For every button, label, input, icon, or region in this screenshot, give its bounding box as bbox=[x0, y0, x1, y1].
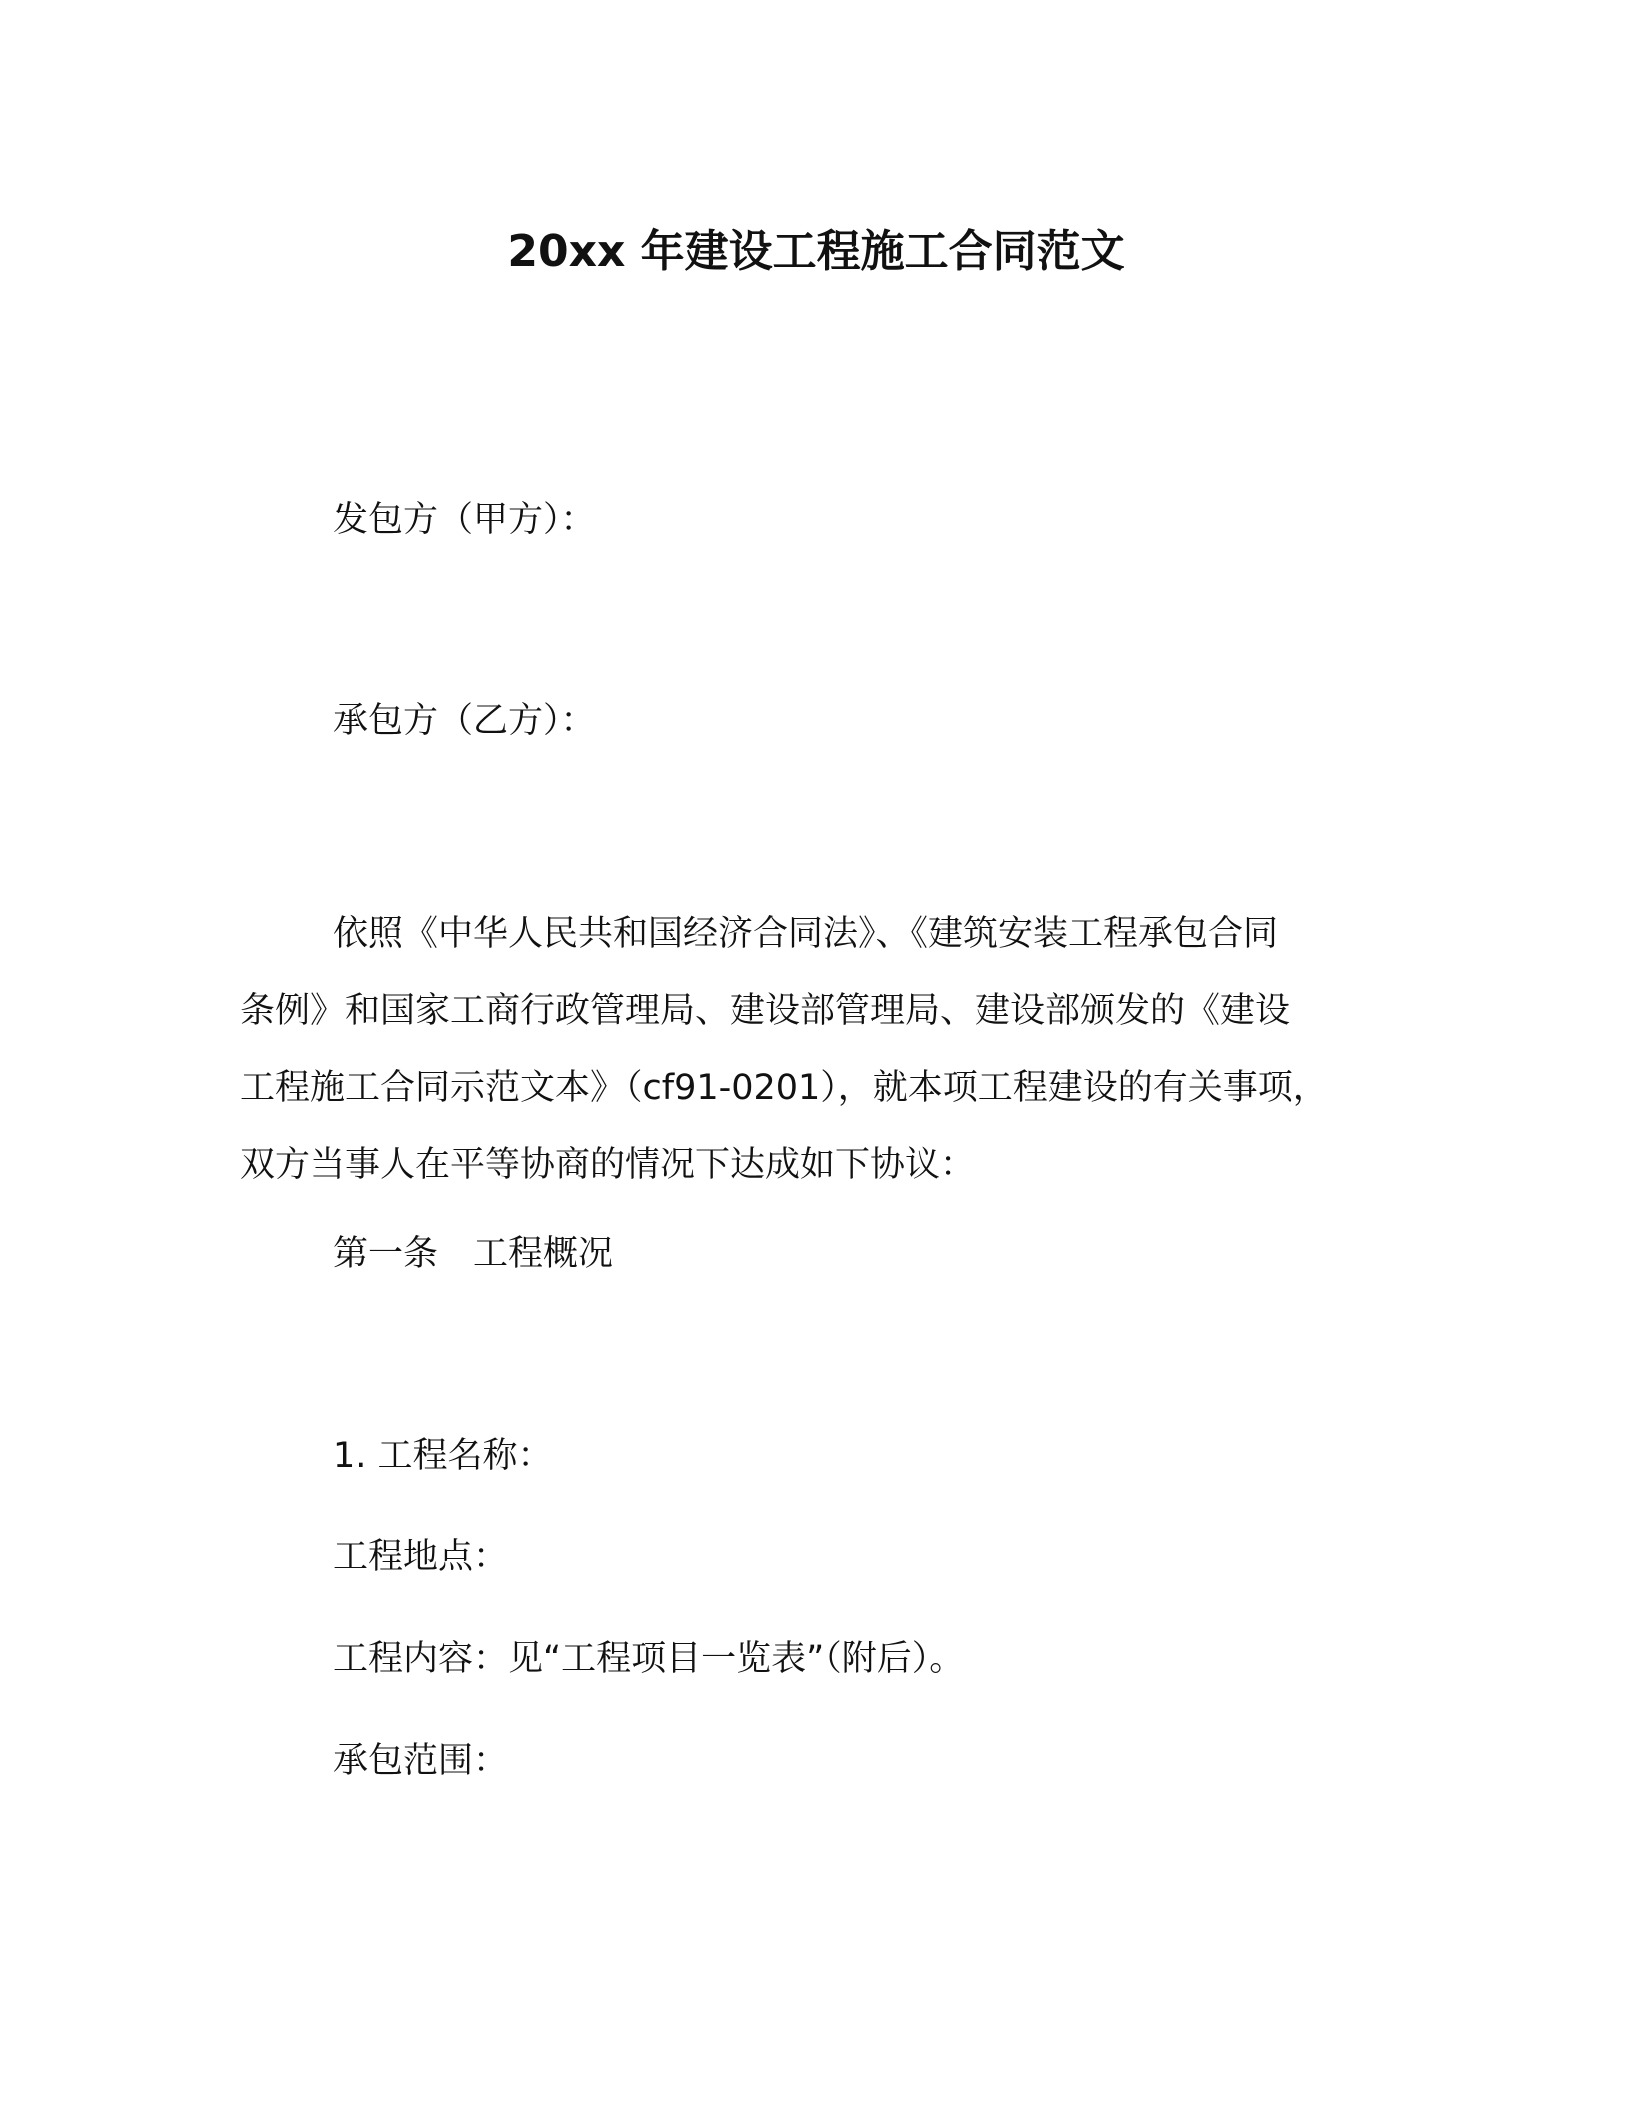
preamble-line: 工程施工合同示范文本》（cf91-0201），就本项工程建设的有关事项， bbox=[240, 1068, 1328, 1108]
preamble-line: 双方当事人在平等协商的情况下达成如下协议： bbox=[240, 1145, 976, 1185]
item-project-content: 工程内容：见“工程项目一览表”（附后）。 bbox=[333, 1639, 965, 1679]
preamble-paragraph bbox=[240, 896, 1406, 1204]
item-contract-scope: 承包范围： bbox=[333, 1741, 509, 1781]
item-project-location: 工程地点： bbox=[333, 1537, 509, 1577]
preamble-line: 依照《中华人民共和国经济合同法》、《建筑安装工程承包合同 bbox=[333, 914, 1279, 954]
document-title: 20xx 年建设工程施工合同范文 bbox=[507, 226, 1125, 277]
party-a-label: 发包方（甲方）： bbox=[333, 500, 596, 540]
party-b-label: 承包方（乙方）： bbox=[333, 701, 596, 741]
article-1-heading: 第一条 工程概况 bbox=[333, 1234, 614, 1274]
preamble-line: 条例》和国家工商行政管理局、建设部管理局、建设部颁发的《建设 bbox=[240, 991, 1291, 1031]
item-project-name: 1. 工程名称： bbox=[333, 1436, 553, 1476]
